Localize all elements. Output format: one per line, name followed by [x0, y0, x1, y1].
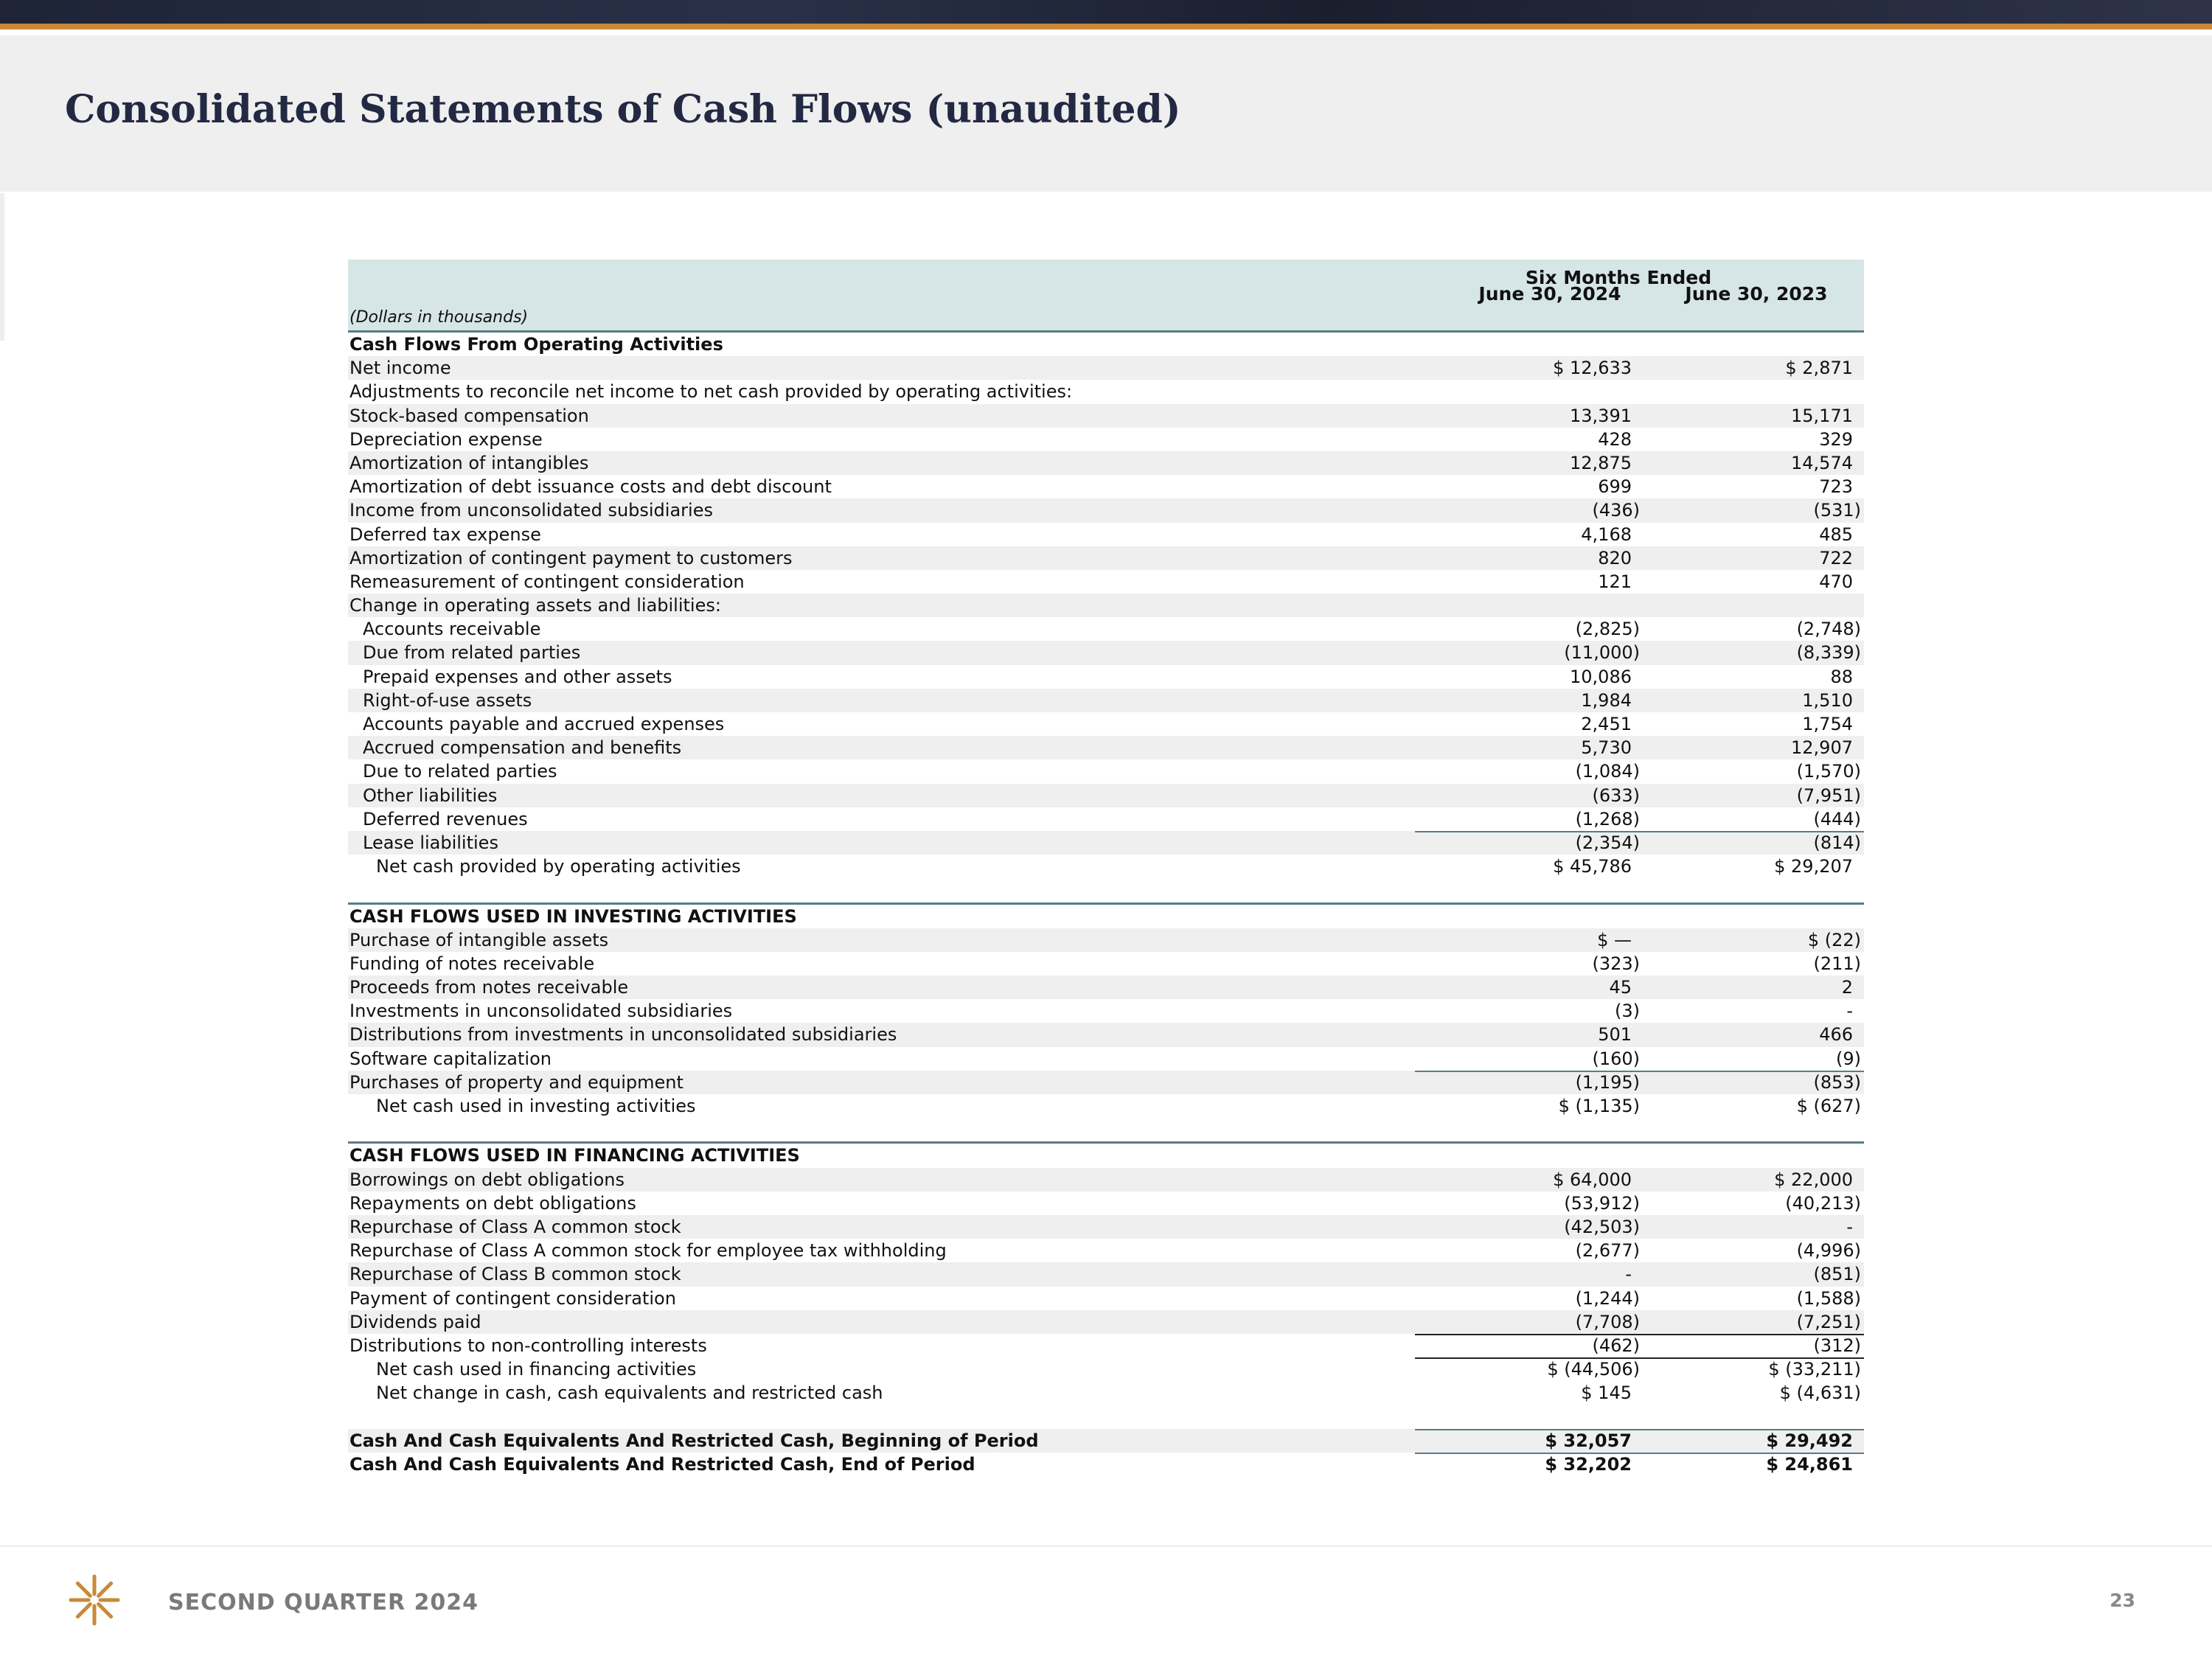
value-2024 [1615, 999, 1640, 1023]
value-2023 [1797, 759, 1861, 783]
amount: $ 145 [1581, 1382, 1632, 1404]
table-row [348, 523, 1864, 546]
value-2023 [1785, 356, 1861, 380]
amount: $ 12,633 [1553, 358, 1632, 379]
amount: 4,168 [1581, 524, 1632, 545]
row-label: Net change in cash, cash equivalents and restricted cash [376, 1382, 883, 1404]
amount: (4,996) [1796, 1240, 1861, 1262]
row-label: Repayments on debt obligations [349, 1192, 636, 1214]
amount: 466 [1819, 1024, 1853, 1046]
cash-flow-table [348, 260, 1864, 1475]
table-row [348, 356, 1864, 380]
value-2024 [1576, 617, 1640, 641]
total-row [348, 855, 1864, 878]
value-2023 [1813, 831, 1861, 855]
value-2023 [1819, 546, 1861, 570]
row-label: Amortization of contingent payment to customers [349, 547, 793, 568]
value-2024 [1564, 1192, 1640, 1215]
value-2024 [1598, 475, 1640, 498]
left-edge-decoration [0, 193, 4, 341]
value-2023 [1797, 1310, 1861, 1334]
value-2023 [1797, 617, 1861, 641]
row-label: Change in operating assets and liabilities: [349, 595, 721, 616]
value-2023 [1836, 1047, 1861, 1071]
amount: (11,000) [1564, 642, 1640, 664]
amount: (9) [1836, 1048, 1861, 1069]
value-2023 [1791, 451, 1861, 475]
amount: $ 64,000 [1553, 1169, 1632, 1190]
value-2023 [1830, 665, 1861, 689]
amount: (436) [1592, 500, 1640, 521]
footer-quarter-label: SECOND QUARTER 2024 [168, 1590, 479, 1615]
value-2024 [1564, 1215, 1640, 1239]
value-2024 [1581, 736, 1640, 759]
value-2024 [1592, 784, 1640, 807]
amount: (160) [1592, 1048, 1640, 1069]
amount: $ 32,202 [1545, 1453, 1632, 1475]
row-label: Repurchase of Class B common stock [349, 1264, 681, 1285]
row-label: Net cash used in investing activities [376, 1096, 696, 1116]
value-2023 [1813, 1071, 1861, 1094]
value-2024 [1592, 498, 1640, 522]
table-row [348, 451, 1864, 475]
amount: $ (4,631) [1779, 1382, 1861, 1404]
value-2023 [1846, 1215, 1861, 1239]
table-row [348, 999, 1864, 1023]
table-row [348, 952, 1864, 975]
section-heading-operating [348, 333, 1864, 356]
row-label: Depreciation expense [349, 428, 543, 450]
amount: 485 [1819, 524, 1853, 545]
amount: (7,951) [1796, 785, 1861, 806]
value-2023 [1774, 1168, 1861, 1192]
value-2023 [1802, 712, 1861, 736]
table-row [348, 546, 1864, 570]
amount: $ 29,492 [1766, 1430, 1853, 1451]
table-row [348, 641, 1864, 664]
spacer-row [348, 1118, 1864, 1141]
amount: 699 [1598, 476, 1632, 498]
value-2024 [1598, 570, 1640, 594]
amount: - [1846, 1216, 1853, 1237]
amount: 428 [1598, 428, 1632, 450]
value-2024 [1576, 759, 1640, 783]
amount: (2,825) [1575, 619, 1640, 640]
value-2023 [1768, 1357, 1861, 1381]
value-2023 [1813, 952, 1861, 975]
net-change-row [348, 1381, 1864, 1405]
footer-divider [0, 1545, 2212, 1547]
amount: (312) [1813, 1335, 1861, 1356]
amount: 12,907 [1791, 737, 1853, 759]
row-label: CASH FLOWS USED IN FINANCING ACTIVITIES [349, 1145, 800, 1166]
value-2023 [1819, 570, 1861, 594]
table-row [348, 665, 1864, 689]
amount: (1,244) [1575, 1287, 1640, 1309]
table-row [348, 1215, 1864, 1239]
amount: 121 [1598, 571, 1632, 592]
table-row [348, 736, 1864, 759]
amount: $ (22) [1807, 929, 1861, 950]
value-2023 [1819, 475, 1861, 498]
value-2024 [1570, 451, 1640, 475]
total-row [348, 1357, 1864, 1381]
table-row [348, 1168, 1864, 1192]
amount: (211) [1813, 953, 1861, 974]
table-row [348, 570, 1864, 594]
table-row [348, 759, 1864, 783]
table-row [348, 404, 1864, 428]
value-2024 [1598, 546, 1640, 570]
row-label: Deferred revenues [363, 808, 528, 830]
table-row [348, 975, 1864, 999]
amount: 88 [1830, 666, 1853, 687]
row-label: Stock-based compensation [349, 405, 589, 426]
row-label: Accounts receivable [363, 619, 541, 640]
amount: $ (33,211) [1768, 1359, 1861, 1380]
value-2023 [1819, 523, 1861, 546]
section-heading-investing [348, 902, 1864, 928]
value-2024 [1625, 1262, 1640, 1286]
amount: - [1846, 1001, 1853, 1022]
amount: (1,084) [1575, 761, 1640, 782]
amount: $ (1,135) [1558, 1096, 1640, 1116]
row-label: Borrowings on debt obligations [349, 1169, 625, 1190]
value-2023 [1808, 928, 1861, 952]
table-row [348, 594, 1864, 617]
section-heading-financing [348, 1141, 1864, 1167]
value-2023 [1846, 999, 1861, 1023]
table-row [348, 831, 1864, 855]
row-label: Software capitalization [349, 1048, 552, 1069]
amount: (851) [1813, 1264, 1861, 1285]
value-2023 [1766, 1429, 1861, 1453]
amount: (8,339) [1796, 642, 1861, 664]
value-2024 [1570, 404, 1640, 428]
page-title: Consolidated Statements of Cash Flows (unaudited) [65, 87, 1181, 132]
value-2024 [1592, 1334, 1640, 1357]
amount: $ — [1597, 929, 1632, 950]
row-label: CASH FLOWS USED IN INVESTING ACTIVITIES [349, 905, 797, 927]
row-label: Remeasurement of contingent consideration [349, 571, 745, 592]
amount: 1,510 [1802, 689, 1853, 711]
table-row [348, 1192, 1864, 1215]
row-label: Repurchase of Class A common stock for employee tax withholding [349, 1240, 947, 1262]
amount: $ 45,786 [1553, 856, 1632, 877]
amount: - [1625, 1264, 1632, 1285]
amount: $ 2,871 [1785, 358, 1853, 379]
table-row [348, 807, 1864, 831]
value-2023 [1780, 1381, 1861, 1405]
row-label: Due to related parties [363, 761, 557, 782]
row-label: Lease liabilities [363, 832, 498, 853]
value-2023 [1766, 1453, 1861, 1476]
amount: 5,730 [1581, 737, 1632, 759]
underline-rule [1415, 1071, 1864, 1072]
value-2023 [1813, 807, 1861, 831]
value-2024 [1576, 831, 1640, 855]
row-label: Net cash provided by operating activities [376, 856, 741, 877]
value-2024 [1559, 1094, 1640, 1118]
row-label: Adjustments to reconcile net income to net cash provided by operating activities: [349, 381, 1073, 403]
amount: 12,875 [1570, 452, 1632, 473]
underline-rule [1415, 1357, 1864, 1359]
row-label: Dividends paid [349, 1311, 481, 1332]
table-row [348, 1023, 1864, 1046]
amount: (1,268) [1575, 808, 1640, 830]
spacer-row [348, 878, 1864, 902]
amount: (3) [1615, 1001, 1640, 1022]
amount: (462) [1592, 1335, 1640, 1356]
table-header [348, 260, 1864, 333]
table-row [348, 617, 1864, 641]
table-body [348, 333, 1864, 1475]
table-row [348, 475, 1864, 498]
value-2024 [1581, 1381, 1640, 1405]
period-group-header: Six Months Ended [1525, 267, 1712, 288]
value-2024 [1592, 952, 1640, 975]
amount: 470 [1819, 571, 1853, 592]
table-row [348, 498, 1864, 522]
amount: 2,451 [1581, 714, 1632, 734]
amount: 13,391 [1570, 405, 1632, 426]
amount: $ 32,057 [1545, 1430, 1632, 1451]
row-label: Distributions to non-controlling interests [349, 1335, 707, 1356]
amount: 723 [1819, 476, 1853, 498]
row-label: Income from unconsolidated subsidiaries [349, 500, 713, 521]
row-label: Cash Flows From Operating Activities [349, 334, 723, 355]
value-2024 [1553, 356, 1640, 380]
value-2024 [1545, 1453, 1640, 1476]
row-label: Other liabilities [363, 785, 498, 806]
value-2024 [1598, 428, 1640, 451]
column-header-2023: June 30, 2023 [1685, 283, 1828, 305]
amount: $ 22,000 [1774, 1169, 1853, 1190]
value-2024 [1598, 1023, 1640, 1046]
table-row [348, 712, 1864, 736]
row-label: Accrued compensation and benefits [363, 737, 682, 759]
value-2024 [1547, 1357, 1640, 1381]
company-logo-icon [68, 1573, 121, 1627]
amount: (1,195) [1575, 1071, 1640, 1093]
value-2023 [1797, 1287, 1861, 1310]
value-2024 [1576, 1310, 1640, 1334]
amount: (1,588) [1796, 1287, 1861, 1309]
value-2024 [1576, 807, 1640, 831]
row-label: Payment of contingent consideration [349, 1287, 676, 1309]
value-2023 [1797, 1239, 1861, 1262]
table-row [348, 1047, 1864, 1071]
row-label: Repurchase of Class A common stock [349, 1216, 681, 1237]
total-row [348, 1094, 1864, 1118]
value-2024 [1545, 1429, 1640, 1453]
value-2023 [1797, 784, 1861, 807]
amount: (814) [1813, 832, 1861, 853]
amount: $ (627) [1796, 1096, 1861, 1116]
value-2023 [1774, 855, 1861, 878]
units-note: (Dollars in thousands) [349, 308, 529, 327]
table-row [348, 1287, 1864, 1310]
value-2023 [1791, 404, 1861, 428]
amount: 2 [1841, 977, 1853, 998]
value-2024 [1564, 641, 1640, 664]
amount: (7,251) [1796, 1311, 1861, 1332]
amount: (40,213) [1785, 1192, 1861, 1214]
amount: (633) [1592, 785, 1640, 806]
amount: 45 [1609, 977, 1632, 998]
row-label: Cash And Cash Equivalents And Restricted Cash, End of Period [349, 1453, 975, 1475]
value-2023 [1791, 736, 1861, 759]
amount: $ 24,861 [1766, 1453, 1853, 1475]
amount: 10,086 [1570, 666, 1632, 687]
amount: (7,708) [1575, 1311, 1640, 1332]
row-label: Amortization of intangibles [349, 452, 589, 473]
amount: 329 [1819, 428, 1853, 450]
value-2024 [1576, 1287, 1640, 1310]
amount: 1,984 [1581, 689, 1632, 711]
beginning-balance-row [348, 1429, 1864, 1453]
value-2024 [1553, 1168, 1640, 1192]
row-label: Net income [349, 358, 451, 379]
row-label: Deferred tax expense [349, 524, 541, 545]
row-label: Distributions from investments in unconsolidated subsidiaries [349, 1024, 897, 1046]
spacer-row [348, 1405, 1864, 1428]
table-row [348, 928, 1864, 952]
row-label: Right-of-use assets [363, 689, 532, 711]
table-row [348, 1239, 1864, 1262]
table-row [348, 1334, 1864, 1357]
row-label: Purchase of intangible assets [349, 929, 609, 950]
value-2024 [1570, 665, 1640, 689]
ending-balance-row [348, 1453, 1864, 1475]
amount: (2,354) [1575, 832, 1640, 853]
page-number: 23 [2110, 1590, 2135, 1611]
value-2023 [1785, 1192, 1861, 1215]
amount: 14,574 [1791, 452, 1853, 473]
row-label: Purchases of property and equipment [349, 1071, 684, 1093]
column-header-2024: June 30, 2024 [1478, 283, 1621, 305]
amount: 1,754 [1802, 714, 1853, 734]
underline-rule [1415, 1453, 1864, 1454]
row-label: Accounts payable and accrued expenses [363, 714, 725, 734]
amount: (42,503) [1564, 1216, 1640, 1237]
amount: (323) [1592, 953, 1640, 974]
amount: (853) [1813, 1071, 1861, 1093]
amount: (2,748) [1796, 619, 1861, 640]
value-2023 [1802, 689, 1861, 712]
table-row [348, 1071, 1864, 1094]
value-2023 [1813, 1262, 1861, 1286]
table-row [348, 428, 1864, 451]
table-row [348, 689, 1864, 712]
row-label: Amortization of debt issuance costs and debt discount [349, 476, 832, 498]
table-row [348, 1262, 1864, 1286]
amount: (1,570) [1796, 761, 1861, 782]
value-2023 [1813, 498, 1861, 522]
value-2024 [1597, 928, 1640, 952]
value-2024 [1576, 1239, 1640, 1262]
amount: 15,171 [1791, 405, 1853, 426]
value-2023 [1819, 428, 1861, 451]
amount: 722 [1819, 547, 1853, 568]
amount: 501 [1598, 1024, 1632, 1046]
amount: (444) [1813, 808, 1861, 830]
row-label: Due from related parties [363, 642, 581, 664]
value-2024 [1581, 523, 1640, 546]
value-2023 [1819, 1023, 1861, 1046]
row-label: Proceeds from notes receivable [349, 977, 629, 998]
value-2024 [1581, 689, 1640, 712]
amount: (531) [1813, 500, 1861, 521]
row-label: Investments in unconsolidated subsidiaries [349, 1001, 733, 1022]
value-2024 [1553, 855, 1640, 878]
amount: (53,912) [1564, 1192, 1640, 1214]
row-label: Net cash used in financing activities [376, 1359, 697, 1380]
amount: (2,677) [1575, 1240, 1640, 1262]
underline-rule [1415, 1334, 1864, 1335]
row-label: Funding of notes receivable [349, 953, 595, 974]
value-2024 [1592, 1047, 1640, 1071]
value-2024 [1581, 712, 1640, 736]
value-2024 [1609, 975, 1640, 999]
amount: 820 [1598, 547, 1632, 568]
amount: $ (44,506) [1547, 1359, 1640, 1380]
value-2024 [1576, 1071, 1640, 1094]
top-banner [0, 0, 2212, 29]
value-2023 [1842, 975, 1861, 999]
table-row [348, 1310, 1864, 1334]
value-2023 [1813, 1334, 1861, 1357]
row-label: Cash And Cash Equivalents And Restricted Cash, Beginning of Period [349, 1430, 1039, 1451]
table-row [348, 380, 1864, 403]
value-2023 [1797, 1094, 1861, 1118]
table-row [348, 784, 1864, 807]
underline-rule [1415, 831, 1864, 832]
underline-rule [1415, 1429, 1864, 1430]
value-2023 [1797, 641, 1861, 664]
row-label: Prepaid expenses and other assets [363, 666, 672, 687]
amount: $ 29,207 [1774, 856, 1853, 877]
